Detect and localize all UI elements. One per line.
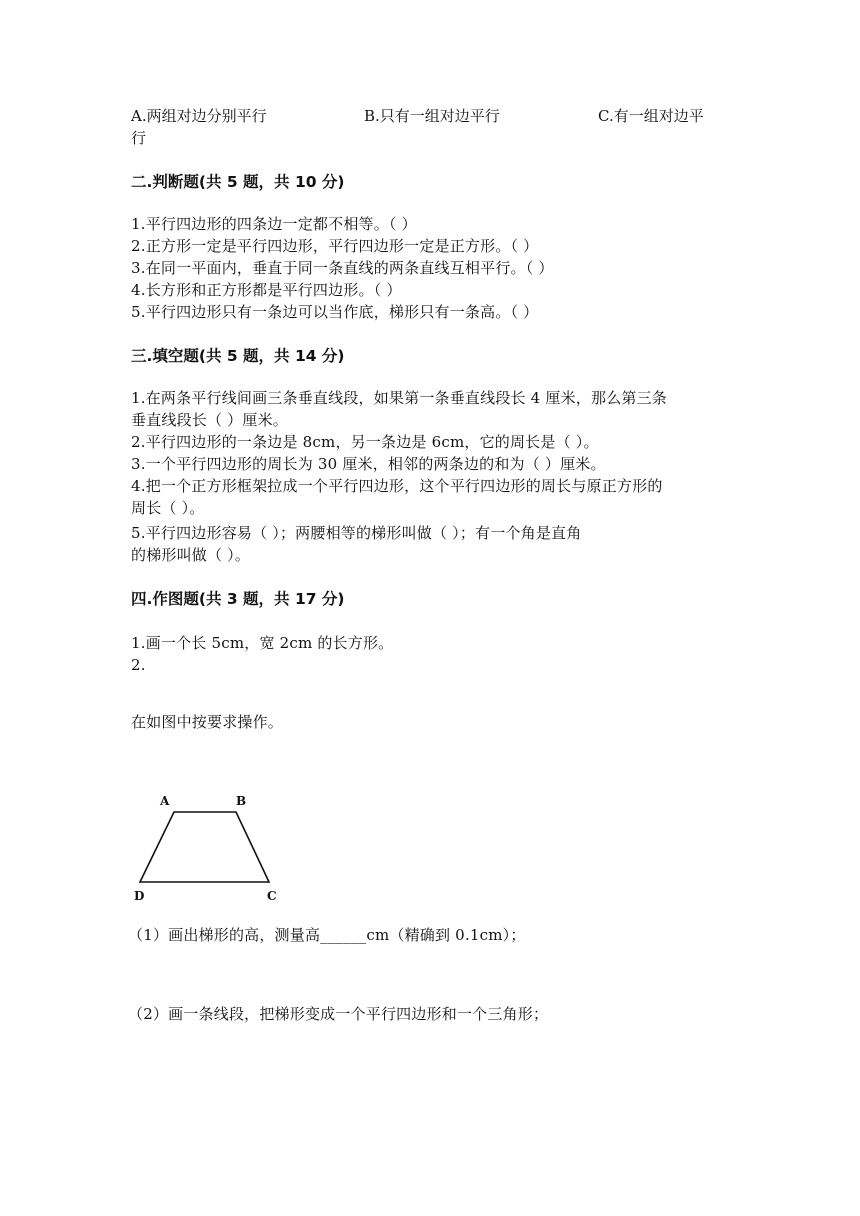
fill-item-3: 3.一个平行四边形的周长为 30 厘米，相邻的两条边的和为（ ）厘米。 [131, 455, 606, 473]
fill-item-1-line2: 垂直线段长（ ）厘米。 [131, 411, 288, 429]
judgement-item-5: 5.平行四边形只有一条边可以当作底，梯形只有一条高。（ ） [131, 303, 539, 321]
section-heading-drawing: 四.作图题(共 3 题，共 17 分) [131, 590, 345, 608]
fill-item-1-line1: 1.在两条平行线间画三条垂直线段，如果第一条垂直线段长 4 厘米，那么第三条 [131, 389, 667, 407]
section-heading-judgement: 二.判断题(共 5 题，共 10 分) [131, 173, 345, 191]
drawing-item-1: 1.画一个长 5cm，宽 2cm 的长方形。 [131, 634, 394, 652]
judgement-item-4: 4.长方形和正方形都是平行四边形。（ ） [131, 281, 402, 299]
choice-option-c-wrap: 行 [131, 129, 147, 147]
drawing-subquestion-2: （2）画一条线段，把梯形变成一个平行四边形和一个三角形； [128, 1005, 549, 1023]
judgement-item-3: 3.在同一平面内，垂直于同一条直线的两条直线互相平行。（ ） [131, 259, 554, 277]
fill-item-4-line2: 周长（ ）。 [131, 499, 205, 517]
vertex-label-b: B [236, 794, 247, 808]
drawing-item-2: 2. [131, 656, 146, 674]
judgement-item-2: 2.正方形一定是平行四边形，平行四边形一定是正方形。（ ） [131, 237, 539, 255]
trapezoid-figure [128, 788, 288, 908]
vertex-label-c: C [267, 889, 277, 903]
trapezoid-diagram [128, 788, 288, 908]
fill-item-5-line1: 5.平行四边形容易（ ）；两腰相等的梯形叫做（ ）；有一个角是直角 [131, 524, 582, 542]
fill-item-2: 2.平行四边形的一条边是 8cm，另一条边是 6cm，它的周长是（ ）。 [131, 433, 599, 451]
vertex-label-d: D [134, 889, 145, 903]
vertex-label-a: A [160, 794, 170, 808]
choice-option-b: B.只有一组对边平行 [364, 107, 500, 125]
fill-item-4-line1: 4.把一个正方形框架拉成一个平行四边形，这个平行四边形的周长与原正方形的 [131, 477, 663, 495]
trapezoid-shape [140, 812, 269, 882]
choice-option-a: A.两组对边分别平行 [131, 107, 267, 125]
judgement-item-1: 1.平行四边形的四条边一定都不相等。（ ） [131, 215, 417, 233]
drawing-subquestion-1: （1）画出梯形的高，测量高______cm（精确到 0.1cm）； [128, 926, 526, 944]
section-heading-fill-blank: 三.填空题(共 5 题，共 14 分) [131, 347, 345, 365]
drawing-instruction: 在如图中按要求操作。 [131, 713, 284, 731]
choice-option-c: C.有一组对边平 [598, 107, 704, 125]
fill-item-5-line2: 的梯形叫做（ ）。 [131, 546, 251, 564]
